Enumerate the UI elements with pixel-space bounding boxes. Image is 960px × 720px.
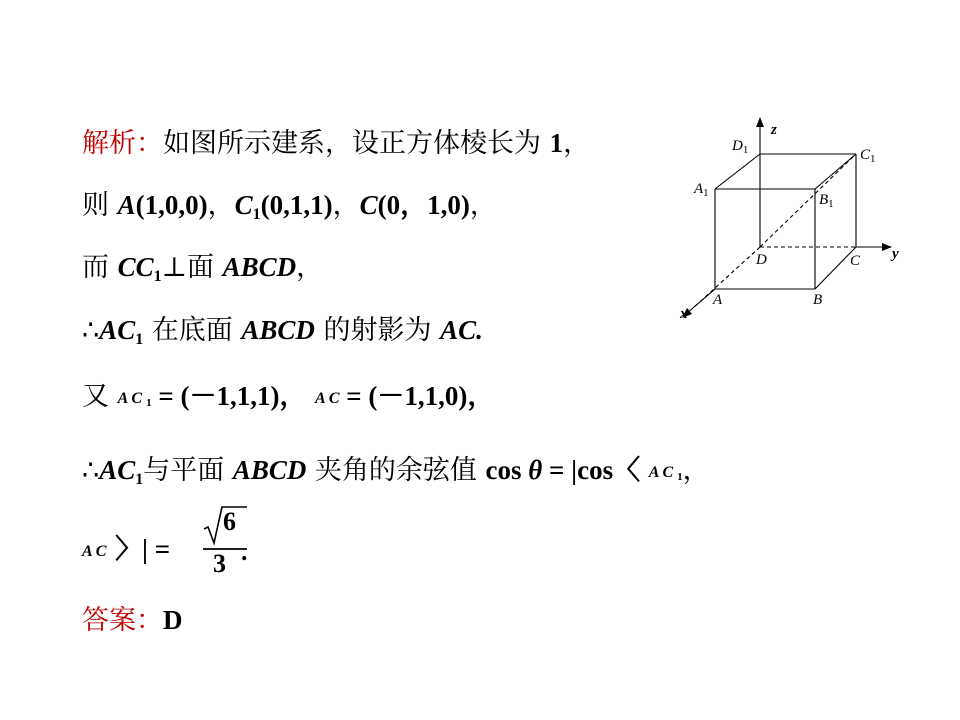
line1-text: 如图所示建系，设正方体棱长为 [163,128,550,159]
sep2: ， [332,190,360,221]
line7-end: 〉| = [115,534,171,564]
vector-ac: A C [315,390,340,407]
point-a: A [117,190,136,220]
sep1: ， [207,190,235,221]
label-a1: $A_1$ [694,181,709,199]
z-arrow [756,117,764,127]
point-a-coord: (1,0,0) [135,190,208,220]
vector-ac-value: = (－1,1,0)， [339,381,495,411]
line3-prefix: 而 [82,252,118,283]
label-a: A [713,292,723,308]
label-c: C [850,253,861,269]
therefore-symbol: ∴ [82,455,100,486]
line4-mid: 在底面 [143,315,242,346]
line-6 [82,453,710,497]
line2-end: ， [469,190,497,221]
plane-abcd: ABCD [222,252,297,282]
label-b: B [813,292,823,308]
point-c1-sub: 1 [252,206,261,223]
line2-prefix: 则 [82,190,118,221]
vector-ac1-label: A C [117,390,143,407]
analysis-label: 解析： [82,128,163,159]
segment-cc-sub: 1 [153,268,162,285]
label-z: z [771,122,777,138]
point-c-coord: (0，1,0) [377,190,470,220]
label-d1: $D_1$ [732,138,749,156]
line5-prefix: 又 [82,381,109,412]
segment-ac1: AC [99,315,136,345]
line-1 [82,126,590,161]
therefore-symbol: ∴ [82,315,100,346]
line3-end: ， [296,252,324,283]
point-c: C [359,190,378,220]
label-x: x [680,306,688,322]
point-c1: C [234,190,253,220]
segment-ac: AC. [440,315,483,345]
x-axis [686,289,715,314]
segment-ac1-sub: 1 [135,331,144,348]
perp-text: ⊥面 [161,252,223,283]
vector-ac1-value: = (－1,1,1)， [151,381,307,411]
line6-end: ， [682,455,710,486]
segment-ac1-sub: 1 [135,471,144,488]
y-arrow [882,243,892,251]
edge-length: 1 [549,128,564,158]
vector-ac1 [118,390,152,407]
diagonal-d-c1 [760,154,856,247]
line4-mid2: 的射影为 [314,315,441,346]
vector-ac1 [649,464,683,481]
answer-line [82,603,183,638]
segment-ac1: AC [99,455,136,485]
vector-ac: A C [82,543,107,560]
edge-a1-d1 [715,154,760,189]
cos-text: cos [485,455,529,485]
segment-cc: CC [117,252,154,282]
plane-abcd: ABCD [241,315,315,345]
vector-ac1-sub: 1 [146,397,152,409]
answer-value: D [163,605,183,635]
label-c1: $C_1$ [860,147,876,165]
label-b1: $B_1$ [819,192,834,210]
line-2 [82,188,497,232]
label-d: D [756,252,767,268]
point-c1-coord: (0,1,1) [260,190,333,220]
edge-b1-c1 [815,154,856,189]
line-3 [82,250,323,294]
vector-ac1-sub: 1 [677,471,683,483]
plane-abcd: ABCD [232,455,307,485]
fraction-dot: . [241,537,248,566]
theta: θ [528,455,543,485]
fraction-numerator: 6 [223,507,236,536]
line-7 [82,532,170,569]
vector-ac1-label: A C [648,464,674,481]
fraction-sqrt6-over-3 [203,505,247,577]
cos-eq: = |cos〈 [542,455,641,485]
line-5 [82,379,494,420]
fraction-denominator: 3 [213,549,226,578]
line6-mid2: 夹角的余弦值 [306,455,486,486]
line6-mid: 与平面 [143,455,233,486]
cube-diagram [670,112,910,327]
label-y: y [892,246,899,262]
line1-end: ， [563,128,591,159]
line-4 [82,313,483,357]
answer-label: 答案： [82,605,163,636]
